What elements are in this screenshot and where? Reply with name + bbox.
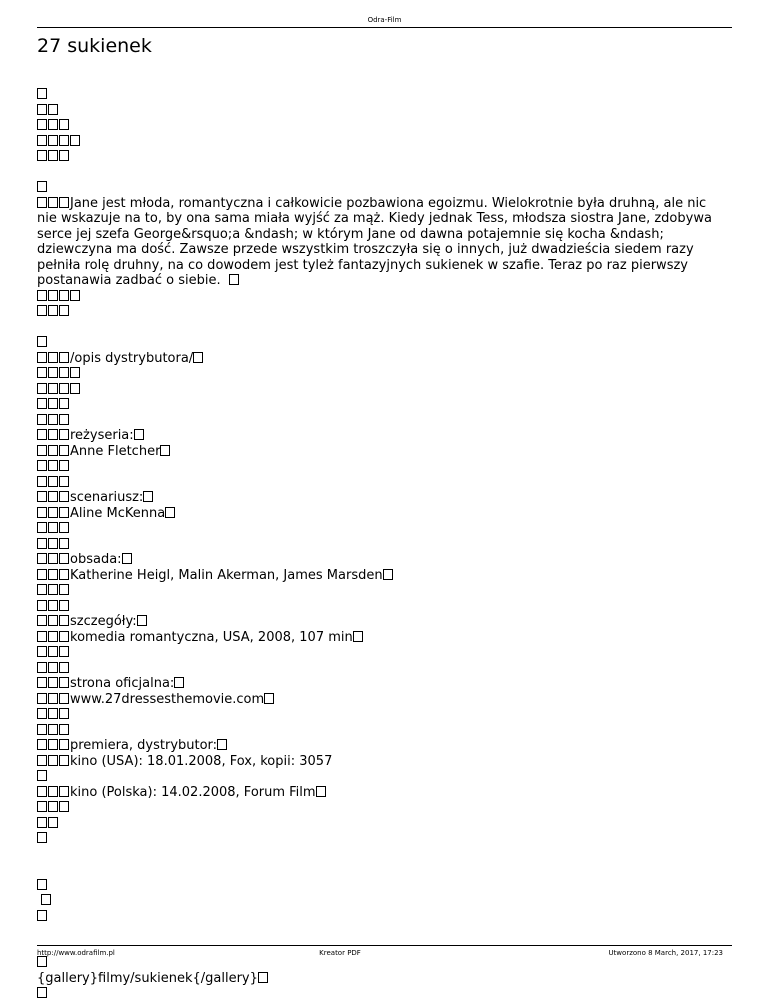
glyph-line <box>37 118 727 134</box>
glyph-line <box>37 537 727 553</box>
glyph-line <box>37 769 727 785</box>
header-divider <box>37 27 732 28</box>
premiere-label-line <box>37 738 727 754</box>
glyph-line <box>37 521 727 537</box>
details-label: szczegóły: <box>70 614 137 629</box>
glyph-line <box>37 661 727 677</box>
glyph-line <box>37 87 727 103</box>
cast-value: Katherine Heigl, Malin Akerman, James Marsden <box>70 567 383 583</box>
synopsis-text: Jane jest młoda, romantyczna i całkowicie pozbawiona egoizmu. Wielokrotnie była druhną, ale nic nie wskazuje na to, by ona sama miała wyjść za mąż. Kiedy jednak Tess, młodsza siostra Jane, zdobywa serce jej szefa George&rsquo;a &ndash; w którym Jane od dawna potajemnie się kocha &ndash; dziewczyna ma dość. Zawsze przede wszystkim troszczyła się o innych, już dwadzieścia siedem razy pełniła rolę druhny, na co dowodem jest tyleż fantazyjnych sukienek w szafie. Teraz po raz pierwszy postanawia zadbać o siebie. <box>37 195 712 288</box>
screenplay-label: scenariusz: <box>70 490 144 505</box>
glyph-line <box>37 413 727 429</box>
website-label: strona oficjalna: <box>70 676 175 691</box>
gallery-code: {gallery}filmy/sukienek{/gallery} <box>37 970 258 986</box>
glyph-line <box>37 335 727 351</box>
glyph-line <box>37 599 727 615</box>
pdf-header-site-name: Odra-Film <box>367 16 402 24</box>
cast-label-line <box>37 552 727 568</box>
glyph-line <box>37 459 727 475</box>
direction-label: reżyseria: <box>70 428 134 443</box>
glyph-line <box>37 831 727 847</box>
premiere-usa: kino (USA): 18.01.2008, Fox, kopii: 3057 <box>70 753 333 769</box>
website-label-line <box>37 676 727 692</box>
glyph-line <box>37 816 727 832</box>
glyph-line <box>37 304 727 320</box>
glyph-line <box>37 289 727 305</box>
glyph-line <box>37 149 727 165</box>
glyph-line <box>37 382 727 398</box>
footer-generator: Kreator PDF <box>319 949 361 957</box>
details-label-line <box>37 614 727 630</box>
direction-label-line <box>37 428 727 444</box>
footer-url: http://www.odrafilm.pl <box>37 949 115 957</box>
premiere-poland-line <box>37 785 727 801</box>
details-value-line <box>37 630 727 646</box>
glyph-line <box>37 723 727 739</box>
premiere-usa-line <box>37 754 727 770</box>
premiere-poland: kino (Polska): 14.02.2008, Forum Film <box>70 784 316 800</box>
screenplay-label-line <box>37 490 727 506</box>
direction-value: Anne Fletcher <box>70 443 161 459</box>
glyph-line <box>37 707 727 723</box>
footer-created-date: Utworzono 8 March, 2017, 17:23 <box>608 949 723 957</box>
website-value-line <box>37 692 727 708</box>
premiere-label: premiera, dystrybutor: <box>70 738 218 753</box>
glyph-line <box>37 800 727 816</box>
glyph-line <box>37 583 727 599</box>
distributor-note-text: /opis dystrybutora/ <box>70 350 194 366</box>
gallery-code-line <box>37 971 727 987</box>
direction-value-line <box>37 444 727 460</box>
footer-divider <box>37 945 732 946</box>
glyph-line <box>37 645 727 661</box>
glyph-line <box>37 366 727 382</box>
glyph-line <box>37 955 727 971</box>
glyph-line <box>37 909 727 925</box>
glyph-line <box>37 893 727 909</box>
screenplay-value: Aline McKenna <box>70 505 166 521</box>
page-title: 27 sukienek <box>37 35 152 57</box>
synopsis-paragraph <box>37 196 727 289</box>
glyph-line <box>37 397 727 413</box>
distributor-note <box>37 351 727 367</box>
details-value: komedia romantyczna, USA, 2008, 107 min <box>70 629 353 645</box>
glyph-line <box>37 103 727 119</box>
screenplay-value-line <box>37 506 727 522</box>
cast-label: obsada: <box>70 552 122 567</box>
glyph-line <box>37 134 727 150</box>
glyph-line <box>37 180 727 196</box>
cast-value-line <box>37 568 727 584</box>
article-body <box>37 87 727 1002</box>
glyph-line <box>37 475 727 491</box>
website-value: www.27dressesthemovie.com <box>70 691 265 707</box>
glyph-line <box>37 878 727 894</box>
